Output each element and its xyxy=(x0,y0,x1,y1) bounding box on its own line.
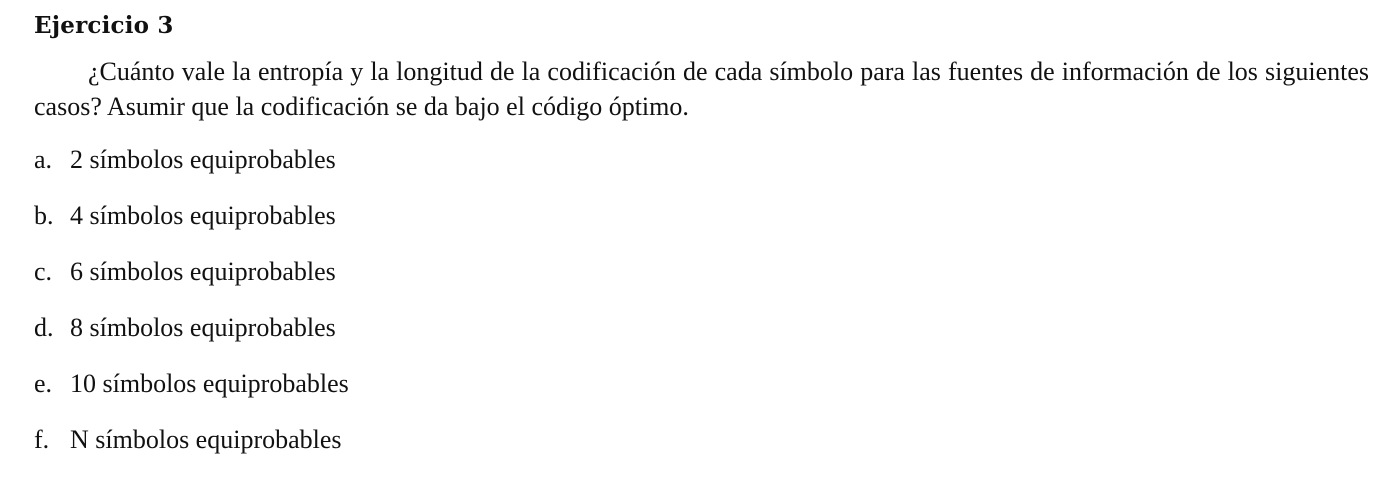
item-label: c. xyxy=(34,257,53,286)
question-paragraph: ¿Cuánto vale la entropía y la longitud de la codificación de cada símbolo para las fuentes de información de los siguientes casos? Asumir que la codificación se da bajo el código óptimo. xyxy=(34,57,1369,121)
item-label: f. xyxy=(34,425,50,454)
item-text: 4 símbolos equiprobables xyxy=(70,201,336,230)
item-text: 10 símbolos equiprobables xyxy=(70,369,349,398)
item-list xyxy=(34,142,1374,457)
list-item xyxy=(34,254,1374,289)
list-item xyxy=(34,422,1374,457)
item-label: e. xyxy=(34,369,53,398)
list-item xyxy=(34,366,1374,401)
item-label: a. xyxy=(34,145,53,174)
item-text: 6 símbolos equiprobables xyxy=(70,257,336,286)
exercise-document xyxy=(34,10,1374,478)
list-item xyxy=(34,198,1374,233)
item-text: N símbolos equiprobables xyxy=(70,425,342,454)
list-item xyxy=(34,310,1374,345)
list-item xyxy=(34,142,1374,177)
item-label: d. xyxy=(34,313,54,342)
item-text: 2 símbolos equiprobables xyxy=(70,145,336,174)
item-label: b. xyxy=(34,201,54,230)
exercise-title: Ejercicio 3 xyxy=(34,12,174,39)
item-text: 8 símbolos equiprobables xyxy=(70,313,336,342)
